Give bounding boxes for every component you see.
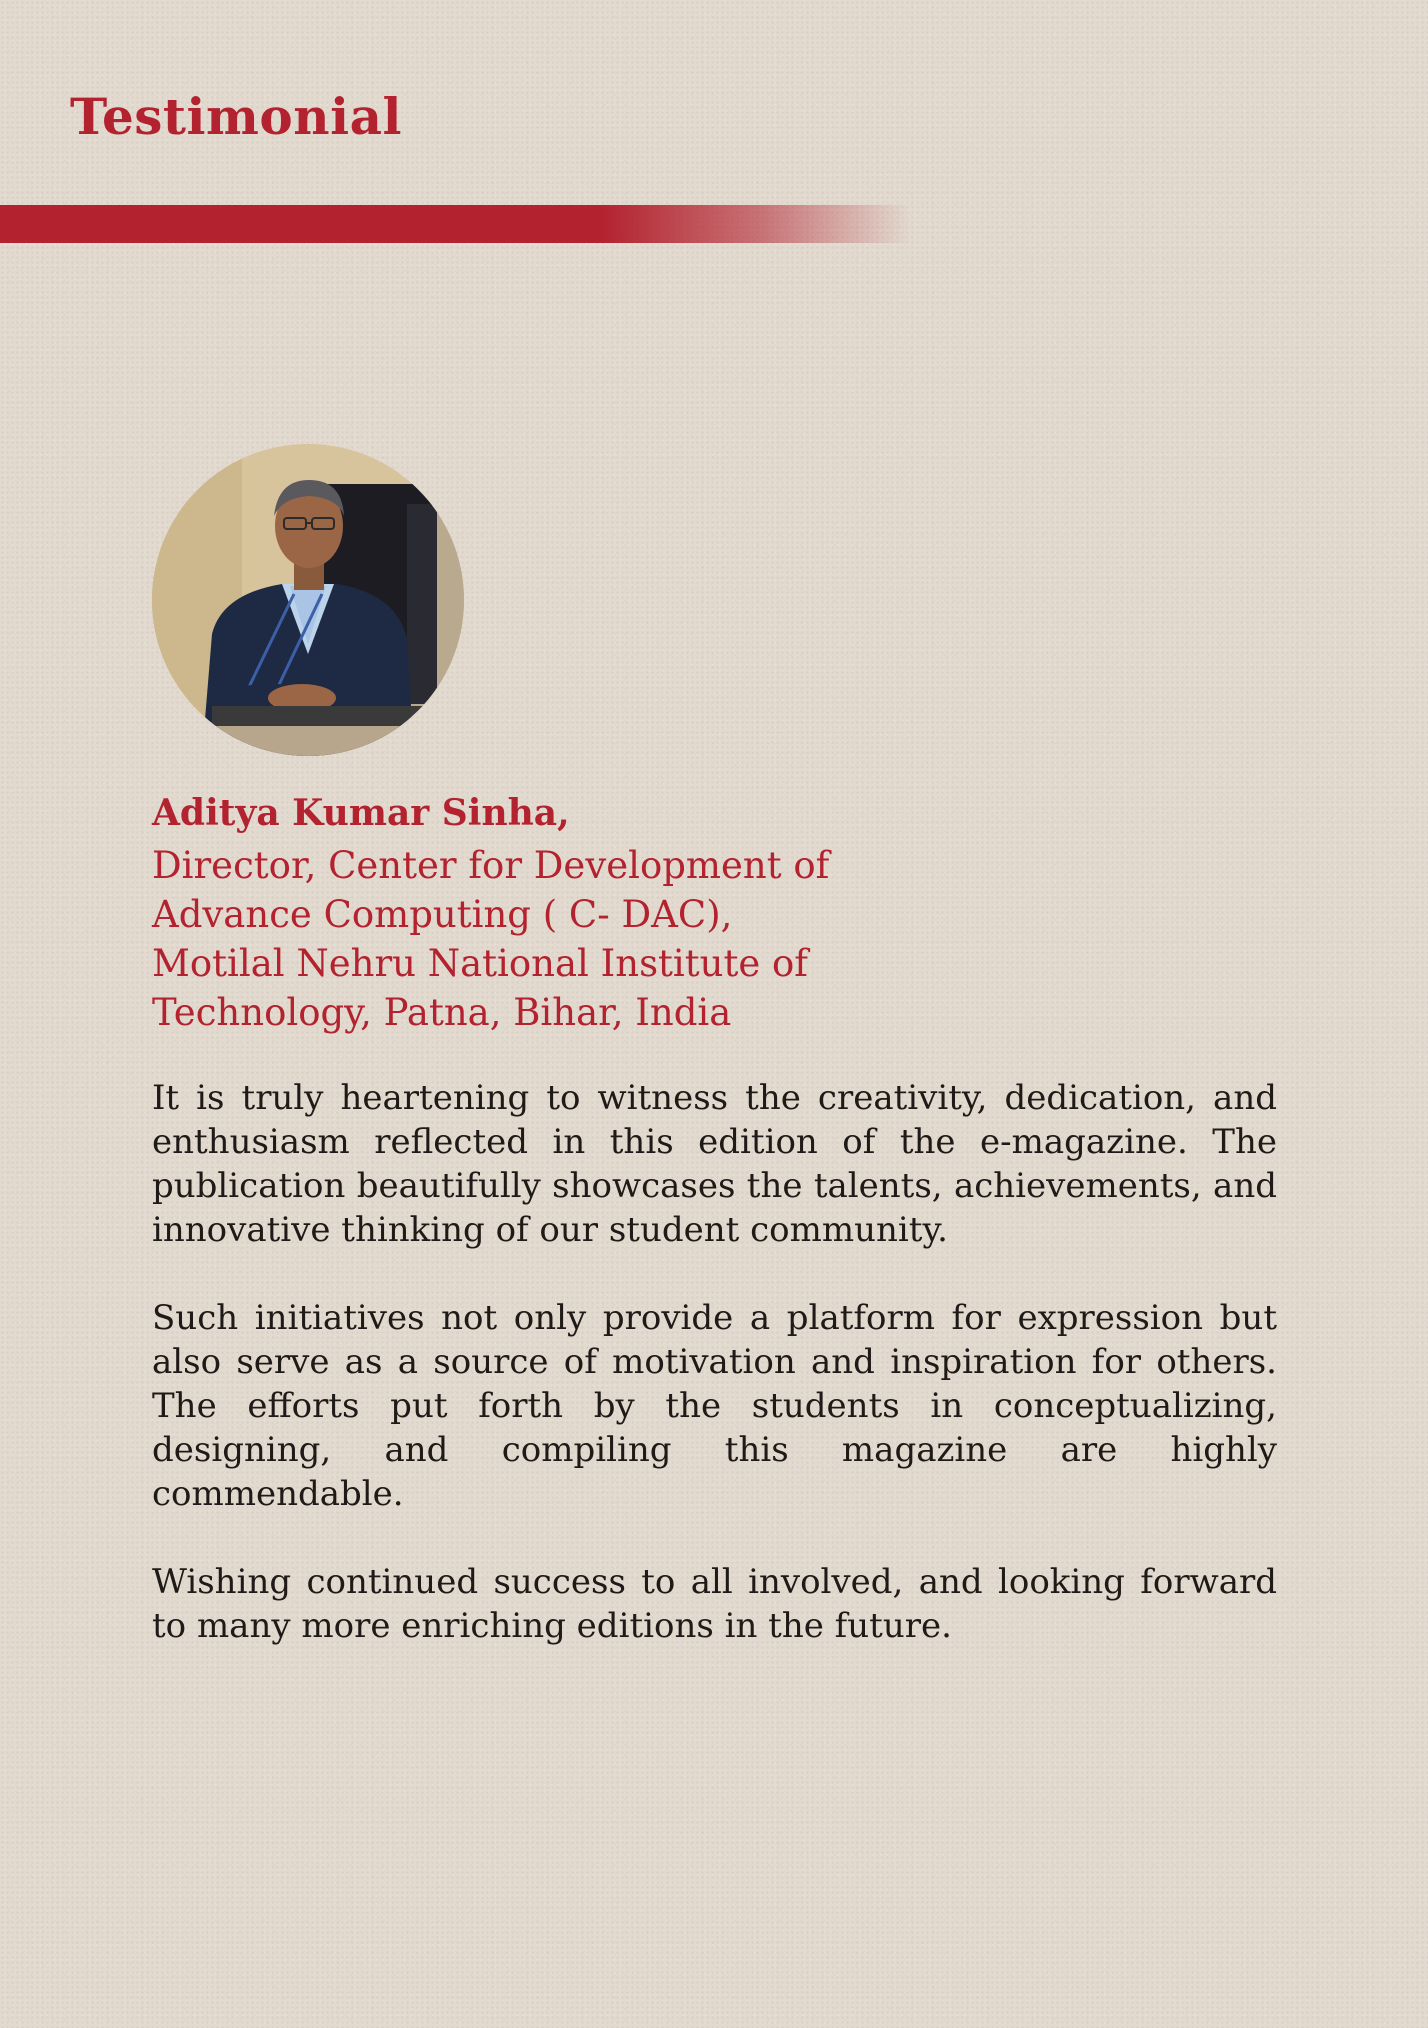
author-name: Aditya Kumar Sinha, — [152, 792, 570, 834]
author-portrait-photo — [152, 444, 464, 756]
affiliation-line: Advance Computing ( C- DAC), — [152, 893, 733, 936]
testimonial-paragraph: Such initiatives not only provide a platform for expression but also serve as a source of motivation and inspiration for others. The efforts put forth by the students in conceptualizing, designing, and compiling this magazine are highly commendable. — [152, 1298, 1277, 1514]
page-title: Testimonial — [70, 87, 403, 146]
author-affiliation — [152, 841, 1152, 1037]
testimonial-paragraph: Wishing continued success to all involved, and looking forward to many more enriching editions in the future. — [152, 1562, 1277, 1646]
testimonial-paragraph: It is truly heartening to witness the creativity, dedication, and enthusiasm reflected in this edition of the e-magazine. The publication beautifully showcases the talents, achievements, and innovative thinking of our student community. — [152, 1078, 1277, 1250]
testimonial-body — [152, 1076, 1277, 1692]
affiliation-line: Motilal Nehru National Institute of — [152, 942, 808, 985]
title-underline-bar — [0, 205, 910, 243]
affiliation-line: Technology, Patna, Bihar, India — [152, 991, 732, 1034]
affiliation-line: Director, Center for Development of — [152, 844, 830, 887]
portrait-illustration — [152, 444, 464, 756]
